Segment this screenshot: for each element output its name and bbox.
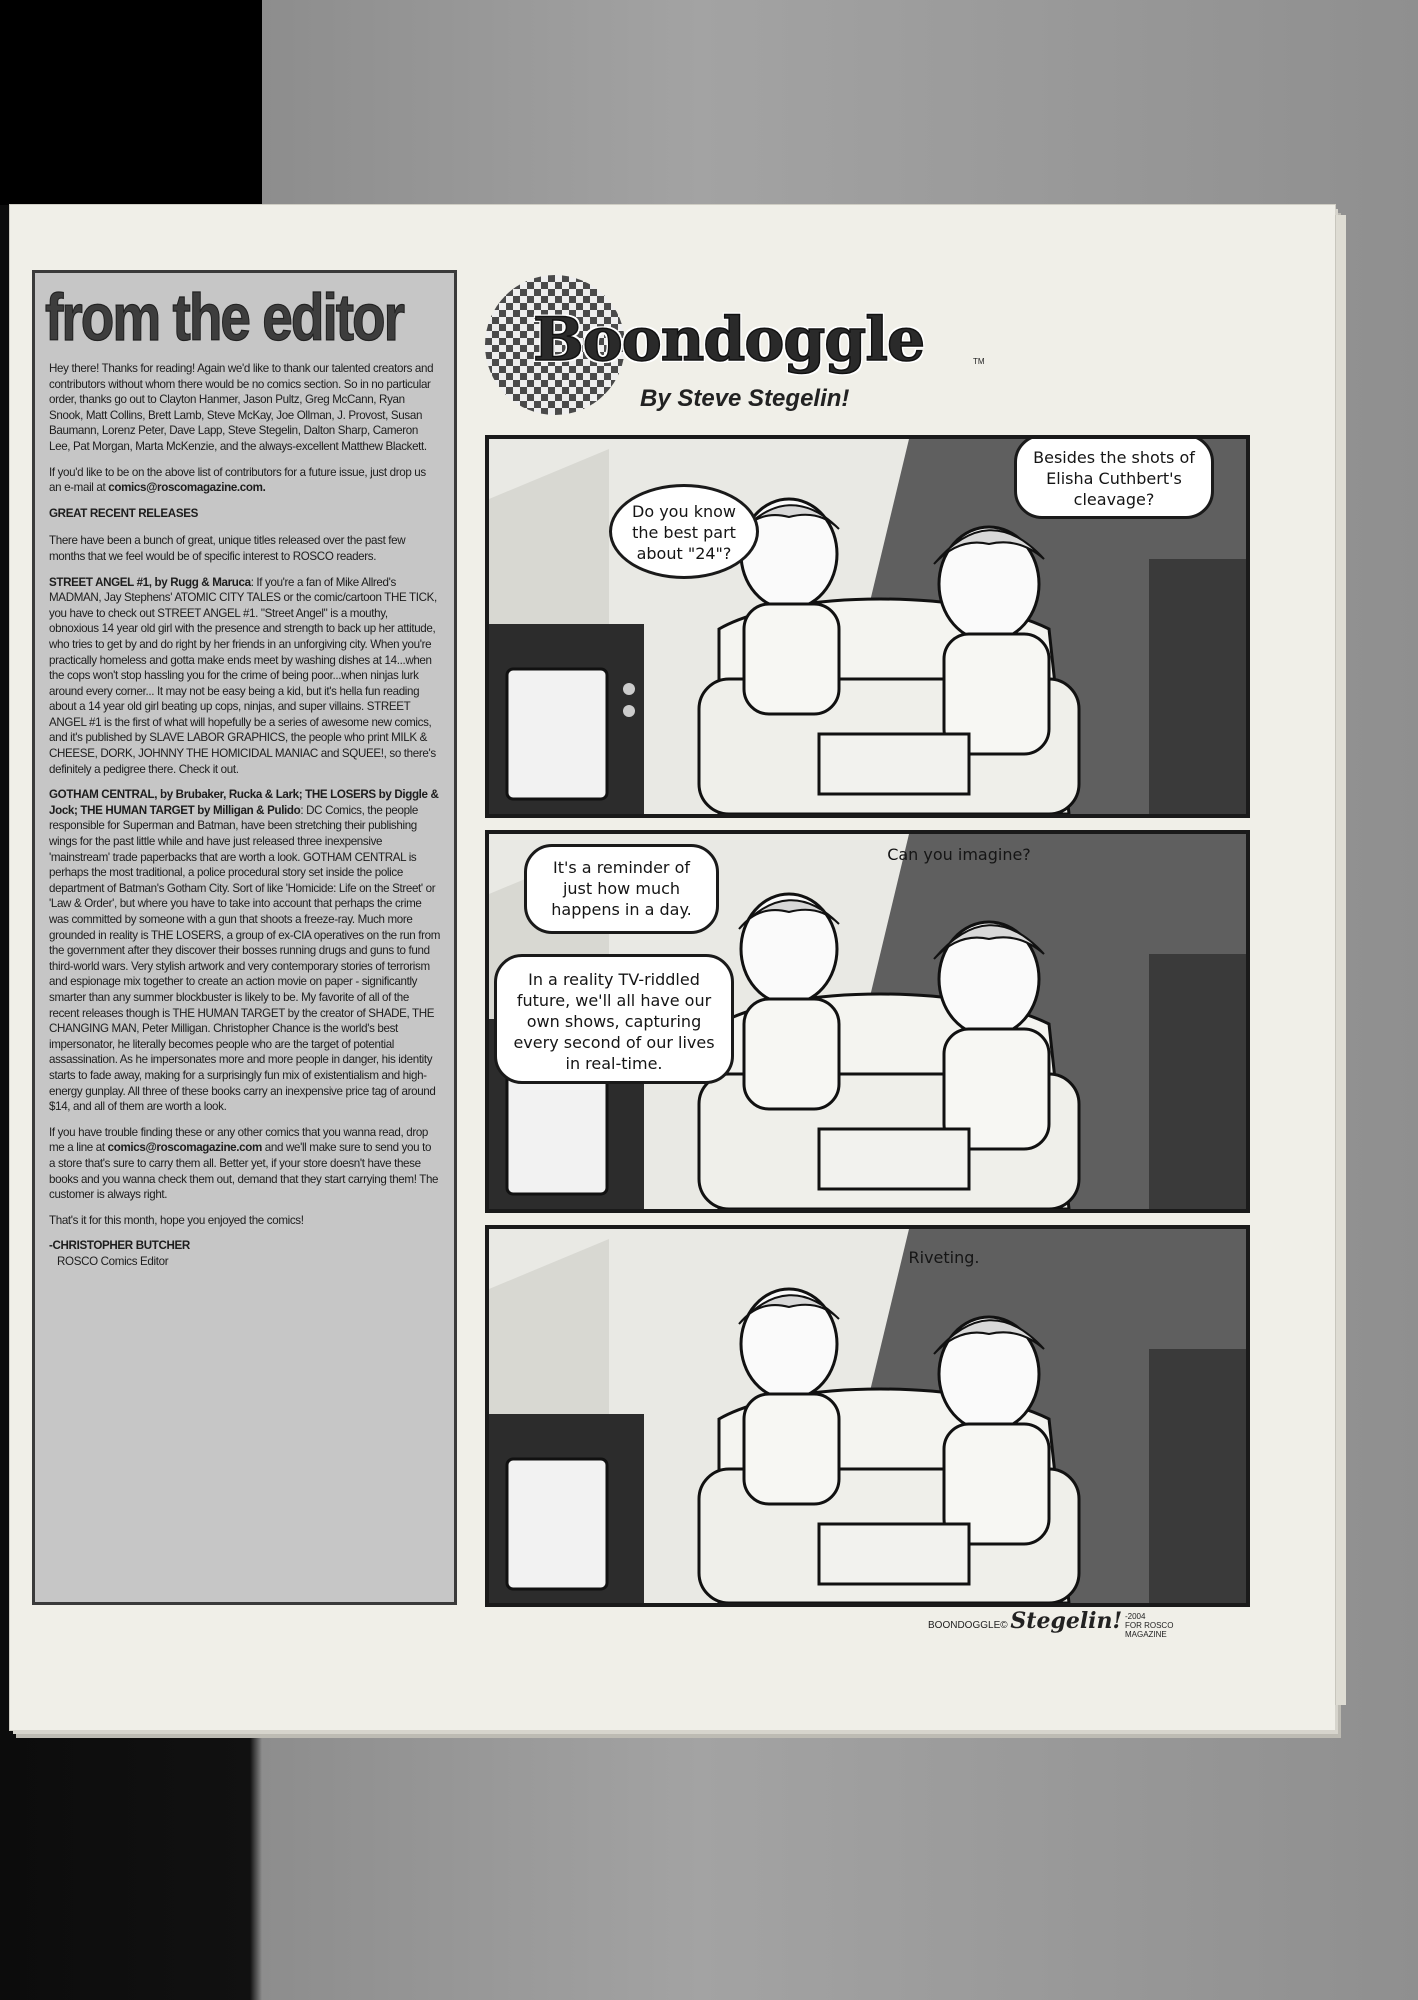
credit-note: [1125, 1612, 1173, 1639]
credit-note-line1: -2004: [1124, 1611, 1146, 1621]
signature: [49, 1238, 440, 1269]
gotham-review: [49, 787, 440, 1114]
credit-signature: Stegelin!: [1010, 1608, 1123, 1634]
closing-line: That's it for this month, hope you enjoyed the comics!: [49, 1213, 304, 1227]
comic-credit: [928, 1608, 1173, 1639]
editor-contributors: [49, 465, 440, 496]
panel-1-left-bubble: Do you know the best part about "24"?: [609, 484, 759, 579]
signature-title: ROSCO Comics Editor: [57, 1254, 169, 1268]
comic-logo: [485, 275, 1005, 435]
comic-byline: By Steve Stegelin!: [640, 385, 850, 412]
gotham-heading: GOTHAM CENTRAL, by Brubaker, Rucka & Lark; THE LOSERS by Diggle & Jock; THE HUMAN TARGET by Milligan & Pulido: [49, 788, 439, 817]
comic-panel-3: [485, 1225, 1250, 1607]
panel-1-right-bubble: Besides the shots of Elisha Cuthbert's cleavage?: [1014, 435, 1214, 519]
credit-name: BOONDOGGLE©: [928, 1620, 1008, 1631]
comic-panel-2: [485, 830, 1250, 1213]
trouble-pre: If you have trouble finding these or any other comics that you wanna read, drop me a line at: [49, 1125, 429, 1155]
street-angel-heading: STREET ANGEL #1, by Rugg & Maruca: [49, 575, 251, 589]
releases-heading: GREAT RECENT RELEASES: [49, 506, 198, 520]
trademark: TM: [973, 357, 985, 366]
contrib-email-link[interactable]: comics@roscomagazine.com.: [108, 481, 266, 495]
gotham-body: : DC Comics, the people responsible for Superman and Batman, have been stretching their publishing wings for the past little while and have just released three inexpensive 'mainstream' trade paperbacks that are worth a look. GOTHAM CENTRAL is perhaps the most traditional, a police procedural story set inside the police department of Batman's Gotham City. Sort of like 'Homicide: Life on the Street' or 'Law & Order', but where you have to take into account that perhaps the crime was committed by someone with a gun that shoots a freeze-ray. Much more grounded in reality is THE LOSERS, a group of ex-CIA operatives on the run from the government after they discover their bosses running drugs and guns to fund third-world wars. Very stylish artwork and very contemporary stories of terrorism and espionage mix together to create an action movie on paper - significantly smarter than any summer blockbuster is likely to be. My favorite of all of the recent releases though is THE HUMAN TARGET by the creator of SHADE, THE CHANGING MAN, Peter Milligan. Christopher Chance is the world's best impersonator, he literally becomes people who are the target of potential assassination. As he impersonates more and more people in danger, his identity starts to fade away, making for a surprisingly fun mix of existentialism and high-energy gunplay. All three of these books carry an inexpensive price tag of around $14, and all of them are worth a look.: [49, 803, 441, 1114]
editor-column: [32, 270, 457, 1605]
editor-title: from the editor: [45, 280, 404, 355]
street-angel-body: : If you're a fan of Mike Allred's MADMAN, Jay Stephens' ATOMIC CITY TALES or the comic/cartoon THE TICK, you have to check out STREET ANGEL #1. "Street Angel" is a mouthy, obnoxious 14 year old girl with the presence and strength to back up her attitude, who tries to get by and do right by her friends in an unforgiving city. When you're practically homeless and gotta make ends meet by washing dishes at 14...when the cops won't stop hassling you for the crime of being poor...when ninjas lurk around every corner... It may not be easy being a kid, but it's hella fun reading about a 14 year old girl beating up cops, ninjas, and super villains. STREET ANGEL #1 is the first of what will hopefully be a series of awesome new comics, and it's published by SLAVE LABOR GRAPHICS, the people who print MILK & CHEESE, DORK, JOHNNY THE HOMICIDAL MANIAC and SQUEE!, so there's definitely a pedigree there. Check it out.: [49, 575, 437, 776]
panel-2-bubble-a: It's a reminder of just how much happens in a day.: [524, 844, 719, 934]
trouble-paragraph: [49, 1125, 440, 1203]
comic-panel-1: [485, 435, 1250, 818]
panel-3-caption: Riveting.: [908, 1248, 980, 1267]
releases-intro: There have been a bunch of great, unique titles released over the past few months that we feel would be of specific interest to ROSCO readers.: [49, 534, 406, 563]
credit-note-line3: MAGAZINE: [1124, 1629, 1167, 1639]
scan-background: [0, 0, 262, 205]
panel-2-caption: Can you imagine?: [887, 845, 1031, 864]
trouble-post: and we'll make sure to send you to a store that's sure to carry them all. Better yet, if your store doesn't have these books and you wanna check them out, demand that they start carrying them! The customer is always right.: [49, 1141, 439, 1202]
panel-2-bubble-b: In a reality TV-riddled future, we'll all have our own shows, capturing every second of our lives in real-time.: [494, 954, 734, 1084]
panel-3-art: [489, 1229, 1246, 1603]
contrib-text: If you'd like to be on the above list of contributors for a future issue, just drop us an e-mail at: [49, 465, 426, 495]
street-angel-review: [49, 575, 440, 778]
signature-name: -CHRISTOPHER BUTCHER: [49, 1239, 190, 1253]
comic-title: Boondoggle: [533, 305, 925, 375]
page-edge: [1335, 215, 1346, 1705]
editor-intro: Hey there! Thanks for reading! Again we'd like to thank our talented creators and contributors without whom there would be no comics section. So in no particular order, thanks go out to Clayton Hanmer, Jason Pultz, Greg McCann, Ryan Snook, Matt Collins, Brett Lamb, Steve McKay, Joe Ollman, J. Provost, Susan Baumann, Lorenz Peter, Dave Lapp, Steve Stegelin, Dalton Sharp, Cameron Lee, Pat Morgan, Marta McKenzie, and the always-excellent Matthew Blackett.: [49, 362, 434, 453]
credit-note-line2: FOR ROSCO: [1124, 1620, 1174, 1630]
trouble-email-link[interactable]: comics@roscomagazine.com: [107, 1141, 262, 1155]
